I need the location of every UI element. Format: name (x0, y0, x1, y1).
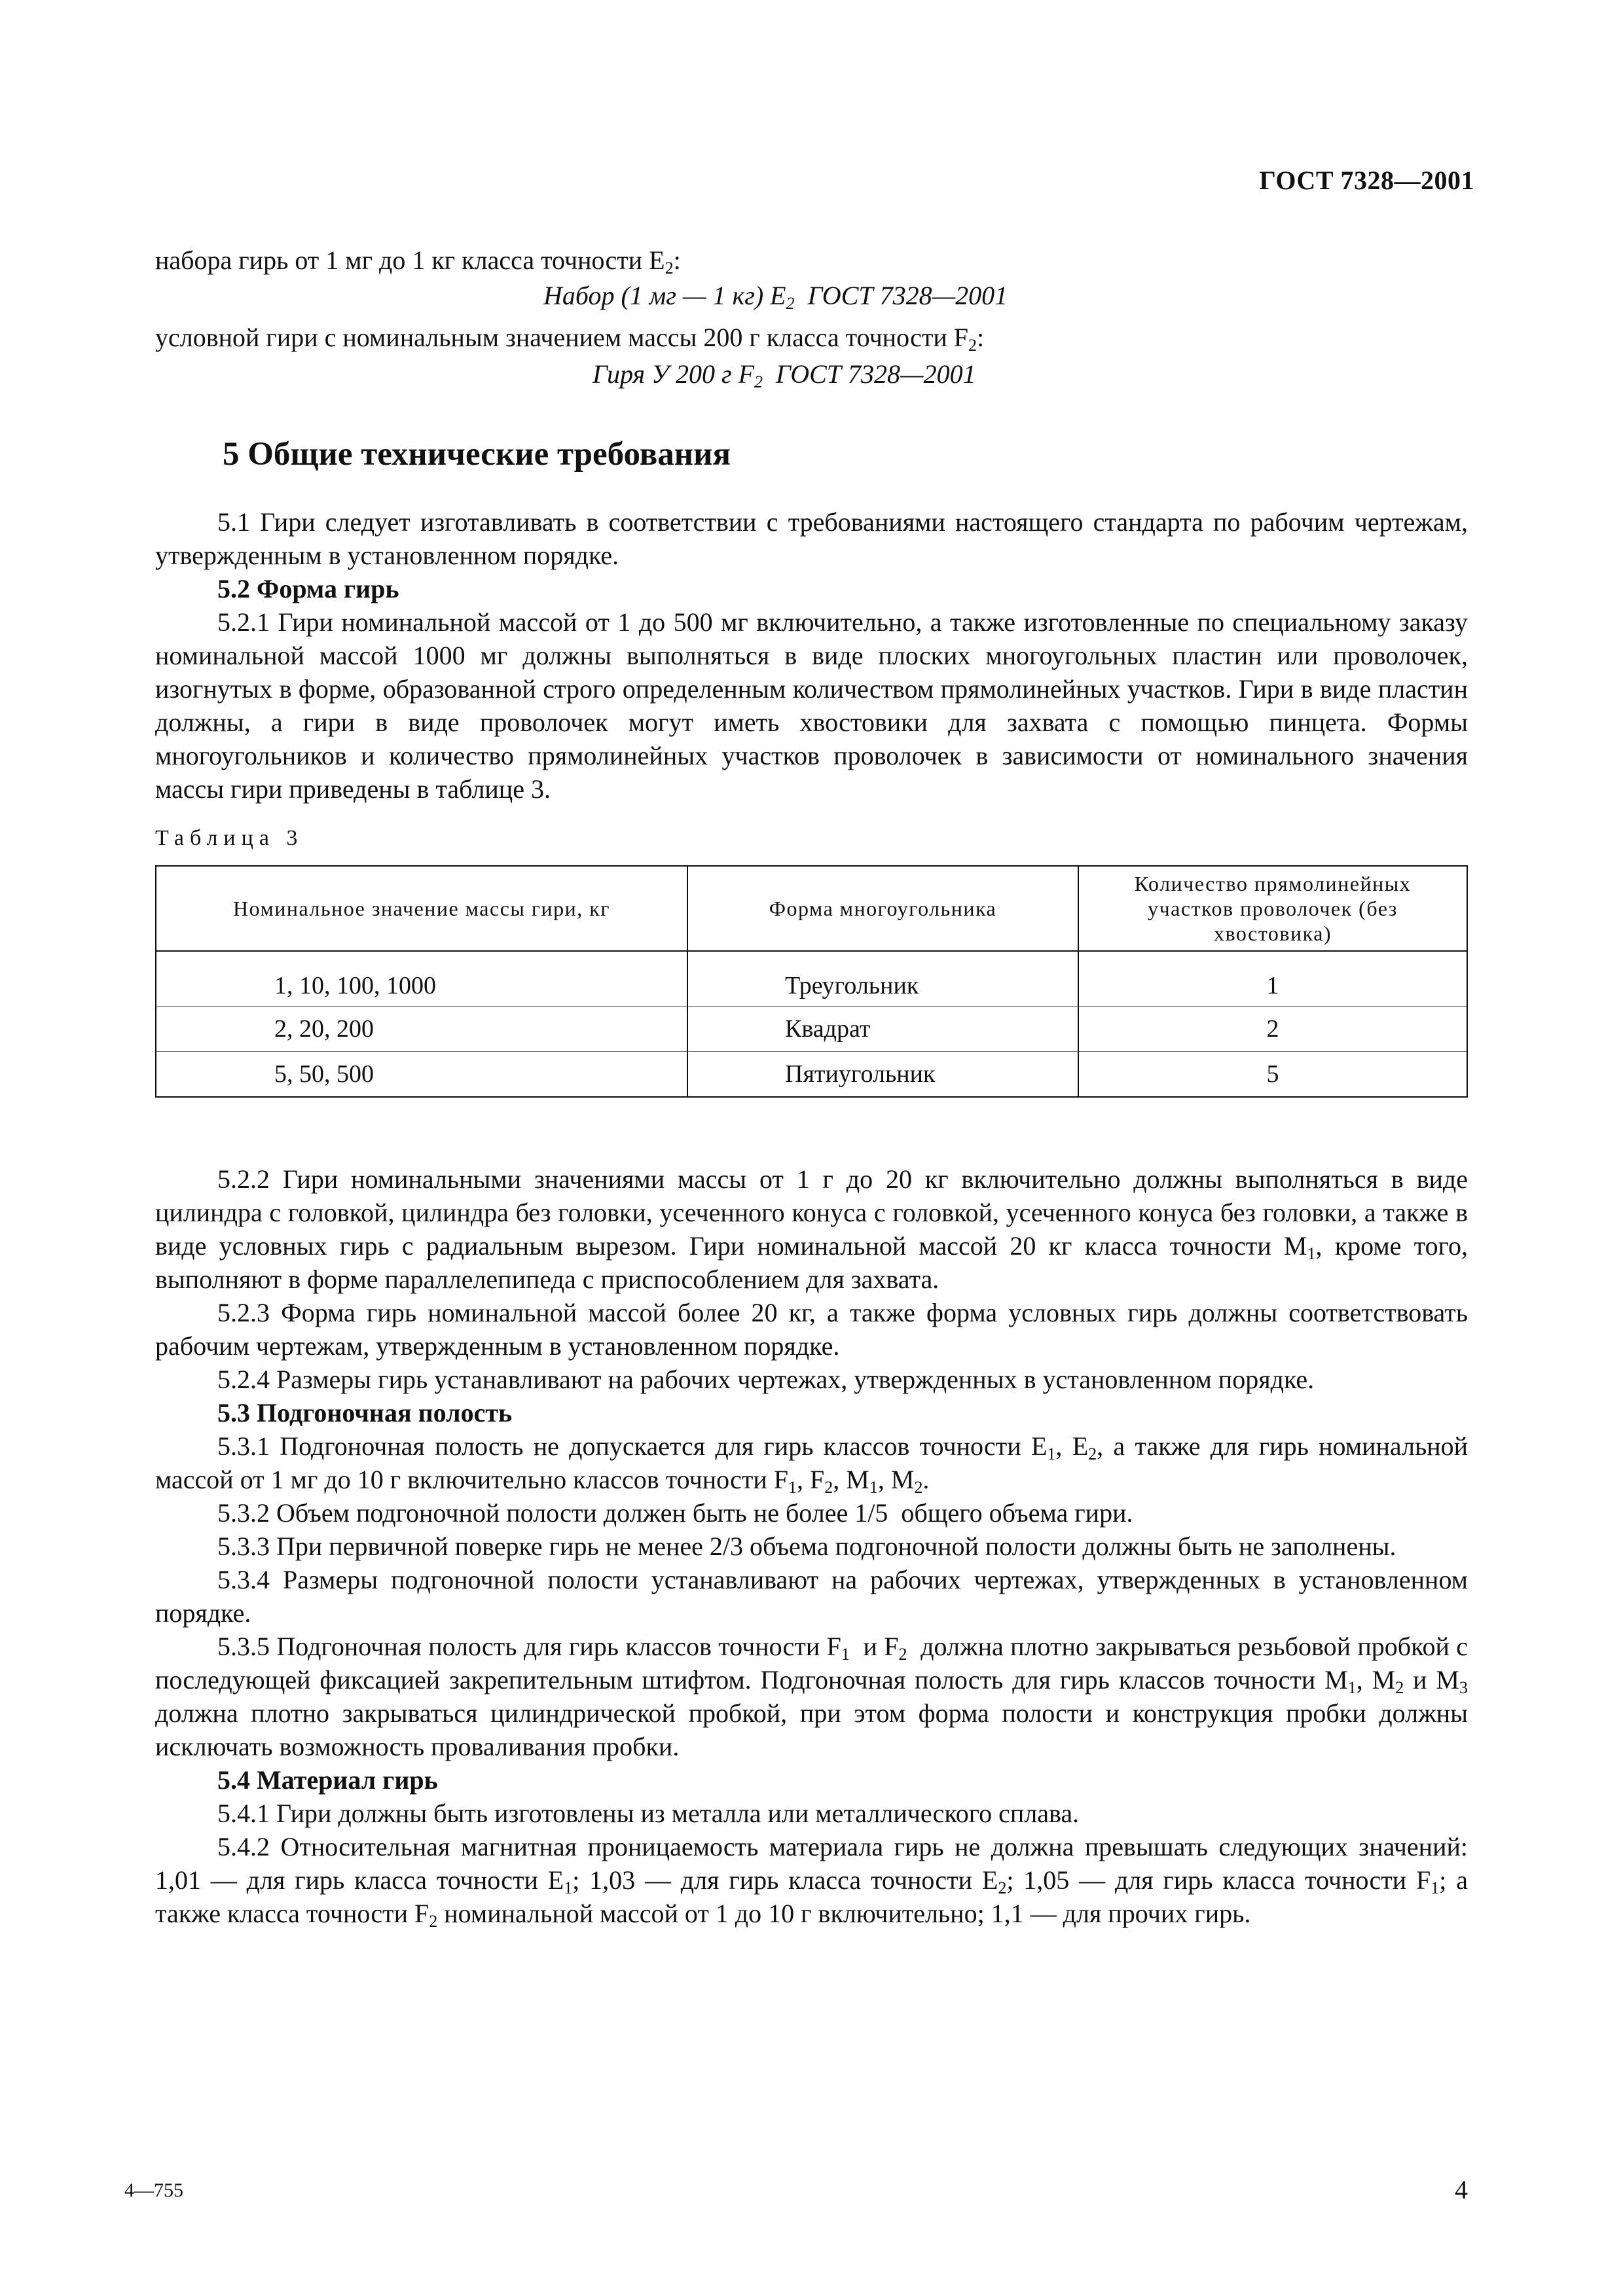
heading-5-2: 5.2 Форма гирь (217, 574, 399, 603)
table-cell-shape: Квадрат (687, 1007, 1078, 1052)
table-row (156, 1052, 1467, 1098)
paragraph-5-3-4: 5.3.4 Размеры подгоночной полости устанавливают на рабочих чертежах, утвержденных в установленном порядке. (155, 1565, 1468, 1628)
table-cell-mass: 2, 20, 200 (156, 1007, 687, 1052)
table-cell-mass: 1, 10, 100, 1000 (156, 951, 687, 1007)
page-number: 4 (1455, 2175, 1468, 2204)
table-3 (155, 865, 1468, 1098)
paragraph-5-3-3: 5.3.3 При первичной поверке гирь не менее 2/3 объема подгоночной полости должны быть не заполнены. (217, 1532, 1396, 1561)
paragraph-5-2-2: 5.2.2 Гири номинальными значениями массы от 1 г до 20 кг включительно должны выполняться в виде цилиндра с головкой, цилиндра без головки, усеченного конуса с головкой, усеченного конуса без головки, а также в виде условных гирь с радиальным вырезом. Гири номинальной массой 20 кг класса точности $M_1$, кроме того, выполняют в форме параллелепипеда с приспособлением для захвата. (155, 1164, 1468, 1294)
paragraph-5-1: 5.1 Гири следует изготавливать в соответствии с требованиями настоящего стандарта по рабочим чертежам, утвержденным в установленном порядке. (155, 507, 1468, 570)
intro-designation-weight: Гиря У 200 г $F_2$ ГОСТ 7328—2001 (593, 359, 976, 391)
table-row (156, 951, 1467, 1007)
paragraph-5-4-2: 5.4.2 Относительная магнитная проницаемость материала гирь не должна превышать следующих значений: 1,01 — для гирь класса точности $E_1$; 1,03 — для гирь класса точности $E_2$; 1,05 — для гирь класса точности $F_1$; а также класса точности $F_2$ номинальной массой от 1 до 10 г включительно; 1,1 — для прочих гирь. (155, 1832, 1468, 1931)
section-5-title: 5 Общие технические требования (223, 436, 731, 473)
table-header-cell: Количество прямолинейных участков проволочек (без хвостовика) (1078, 866, 1467, 951)
table-3-caption: Таблица 3 (155, 826, 304, 850)
table-header-row (156, 866, 1467, 951)
paragraph-5-2-4: 5.2.4 Размеры гирь устанавливают на рабочих чертежах, утвержденных в установленном порядке. (217, 1365, 1315, 1394)
intro-line-1: набора гирь от 1 мг до 1 кг класса точности $E_2$: (155, 245, 681, 278)
paragraph-5-3-5: 5.3.5 Подгоночная полость для гирь классов точности $F_1$ и $F_2$ должна плотно закрываться резьбовой пробкой с последующей фиксацией закрепительным штифтом. Подгоночная полость для гирь классов точности $M_1$, $M_2$ и $M_3$ должна плотно закрываться цилиндрической пробкой, при этом форма полости и конструкция пробки должны исключать возможность проваливания пробки. (155, 1632, 1481, 1761)
heading-5-3: 5.3 Подгоночная полость (217, 1398, 513, 1427)
paragraph-5-4-1: 5.4.1 Гири должны быть изготовлены из металла или металлического сплава. (217, 1799, 1080, 1828)
document-code-header: ГОСТ 7328—2001 (1259, 166, 1474, 195)
table-header-cell: Номинальное значение массы гири, кг (156, 866, 687, 951)
table-cell-shape: Пятиугольник (687, 1052, 1078, 1098)
table-cell-count: 5 (1078, 1052, 1467, 1098)
table-header-cell: Форма многоугольника (687, 866, 1078, 951)
table-cell-shape: Треугольник (687, 951, 1078, 1007)
footer-print-code: 4—755 (124, 2179, 183, 2201)
text-block-2 (155, 1162, 1481, 1931)
table-cell-count: 2 (1078, 1007, 1467, 1052)
text-block-1 (155, 505, 1468, 806)
intro-line-3: условной гири с номинальным значением массы 200 г класса точности $F_2$: (155, 323, 985, 355)
table-cell-mass: 5, 50, 500 (156, 1052, 687, 1098)
paragraph-5-3-2: 5.3.2 Объем подгоночной полости должен быть не более 1/5 общего объема гири. (217, 1498, 1133, 1528)
paragraph-5-2-1: 5.2.1 Гири номинальной массой от 1 до 500 мг включительно, а также изготовленные по специальному заказу номинальной массой 1000 мг должны выполняться в виде плоских многоугольных пластин или проволочек, изогнутых в форме, образованной строго определенным количеством прямолинейных участков. Гири в виде пластин должны, а гири в виде проволочек могут иметь хвостовики для захвата с помощью пинцета. Формы многоугольников и количество прямолинейных участков проволочек в зависимости от номинального значения массы гири приведены в таблице 3. (155, 607, 1468, 804)
intro-designation-set: Набор (1 мг — 1 кг) $E_2$ ГОСТ 7328—2001 (543, 281, 1008, 313)
table-cell-count: 1 (1078, 951, 1467, 1007)
paragraph-5-2-3: 5.2.3 Форма гирь номинальной массой более 20 кг, а также форма условных гирь должны соответствовать рабочим чертежам, утвержденным в установленном порядке. (155, 1298, 1468, 1361)
heading-5-4: 5.4 Материал гирь (217, 1765, 438, 1795)
table-row (156, 1007, 1467, 1052)
paragraph-5-3-1: 5.3.1 Подгоночная полость не допускается для гирь классов точности $E_1$, $E_2$, а также для гирь номинальной массой от 1 мг до 10 г включительно классов точности $F_1$, $F_2$, $M_1$, $M_2$. (155, 1431, 1468, 1497)
